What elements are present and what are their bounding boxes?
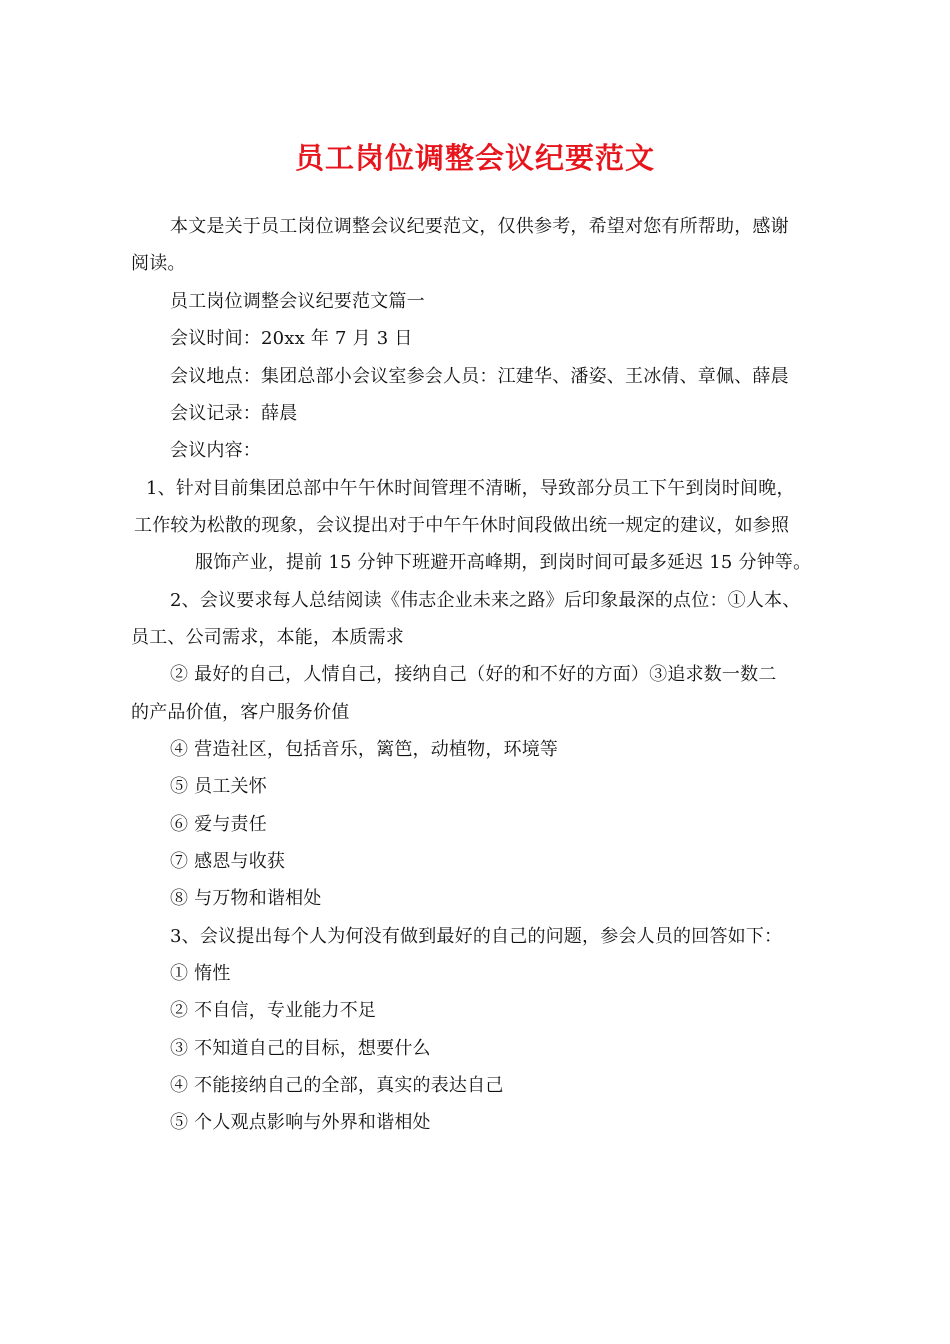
item1-line-1: 1、针对目前集团总部中午午休时间管理不清晰，导致部分员工下午到岗时间晚， xyxy=(146,478,795,499)
item3-sub3: ③ 不知道自己的目标，想要什么 xyxy=(170,1038,431,1059)
meeting-content-label: 会议内容： xyxy=(170,440,261,461)
item2-line-2: 员工、公司需求，本能，本质需求 xyxy=(131,627,404,648)
meeting-recorder: 会议记录：薛晨 xyxy=(170,403,298,424)
item2-sub5: ⑤ 员工关怀 xyxy=(170,776,267,797)
document-title: 员工岗位调整会议纪要范文 xyxy=(294,141,655,175)
item3-sub4: ④ 不能接纳自己的全部，真实的表达自己 xyxy=(170,1075,504,1096)
item2-sub7: ⑦ 感恩与收获 xyxy=(170,851,286,872)
item1-line-3: 服饰产业，提前 15 分钟下班避开高峰期，到岗时间可最多延迟 15 分钟等。 xyxy=(195,552,812,573)
item2-sub6: ⑥ 爱与责任 xyxy=(170,814,267,835)
item3-sub2: ② 不自信，专业能力不足 xyxy=(170,1000,377,1021)
item2-sub4: ④ 营造社区，包括音乐，篱笆，动植物，环境等 xyxy=(170,739,559,760)
item2-line-1: 2、会议要求每人总结阅读《伟志企业未来之路》后印象最深的点位：①人本、 xyxy=(170,590,801,611)
item2-sub2-line-1: ② 最好的自己，人情自己，接纳自己（好的和不好的方面）③追求数一数二 xyxy=(170,664,777,685)
item3-line-1: 3、会议提出每个人为何没有做到最好的自己的问题，参会人员的回答如下： xyxy=(170,926,783,947)
item2-sub8: ⑧ 与万物和谐相处 xyxy=(170,888,322,909)
item3-sub1: ① 惰性 xyxy=(170,963,231,984)
meeting-place: 会议地点：集团总部小会议室参会人员：江建华、潘姿、王冰倩、章佩、薛晨 xyxy=(170,366,789,387)
intro-line-2: 阅读。 xyxy=(131,253,186,274)
meeting-time: 会议时间：20xx 年 7 月 3 日 xyxy=(170,328,413,349)
section-heading: 员工岗位调整会议纪要范文篇一 xyxy=(170,291,425,312)
item1-line-2: 工作较为松散的现象，会议提出对于中午午休时间段做出统一规定的建议，如参照 xyxy=(134,515,790,536)
intro-line-1: 本文是关于员工岗位调整会议纪要范文，仅供参考，希望对您有所帮助，感谢 xyxy=(170,216,789,237)
item2-sub2-line-2: 的产品价值，客户服务价值 xyxy=(131,702,350,723)
item3-sub5: ⑤ 个人观点影响与外界和谐相处 xyxy=(170,1112,431,1133)
